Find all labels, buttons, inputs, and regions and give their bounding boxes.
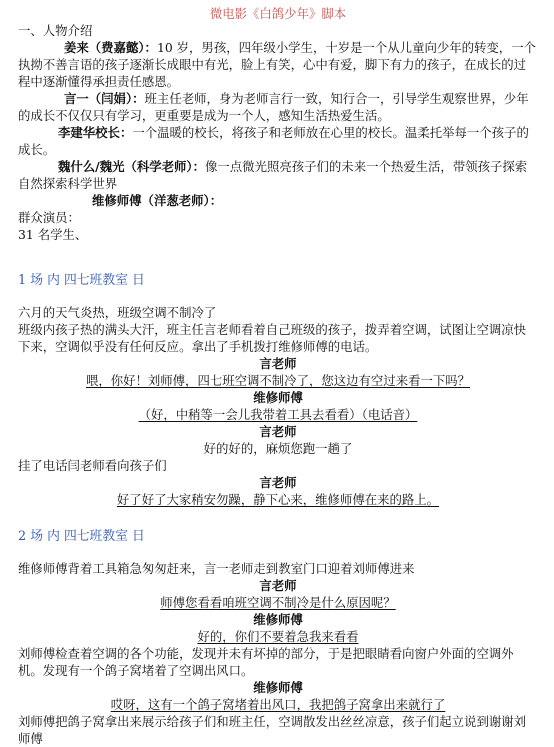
action-line: 六月的天气炎热，班级空调不制冷了 bbox=[18, 305, 217, 320]
character-entry bbox=[18, 124, 538, 158]
character-entry bbox=[18, 39, 538, 90]
character-desc: 班主任老师，身为老师言行一致，知行合一，引导学生观察世界，少年的成长不仅仅只有学习，更重要是成为一个人，感知生活热爱生活。 bbox=[18, 91, 529, 123]
character-desc: 像一点微光照亮孩子们的未来一个热爱生活，带领孩子探索自然探索科学世界 bbox=[18, 159, 528, 191]
dialogue-line: 哎呀，这有一个鸽子窝堵着出风口，我把鸽子窝拿出来就行了 bbox=[110, 697, 446, 712]
character-name: 魏什么/魏光（科学老师）： bbox=[58, 159, 206, 174]
dialogue-line: 好的好的，麻烦您跑一趟了 bbox=[203, 441, 353, 456]
section-heading-characters: 一、人物介绍 bbox=[18, 23, 93, 38]
character-entry bbox=[18, 158, 538, 192]
character-name: 姜来（费嘉懿）： bbox=[64, 40, 157, 55]
action-line: 挂了电话闫老师看向孩子们 bbox=[18, 458, 167, 473]
dialogue-line: 喂，你好！刘师傅，四七班空调不制冷了，您这边有空过来看一下吗？ bbox=[85, 373, 471, 388]
crowd-label: 群众演员： bbox=[18, 210, 80, 225]
character-name: 李建华校长： bbox=[58, 125, 133, 140]
dialogue-speaker: 维修师傅 bbox=[253, 612, 303, 627]
character-name: 言一（闫娟）： bbox=[64, 91, 145, 106]
crowd-value: 31 名学生、 bbox=[18, 227, 88, 242]
dialogue-speaker: 言老师 bbox=[259, 475, 297, 490]
character-entry bbox=[18, 192, 538, 209]
scene-heading: 2 场 内 四七班教室 日 bbox=[18, 529, 145, 544]
action-line: 维修师傅背着工具箱急匆匆赶来，言一老师走到教室门口迎着刘师傅进来 bbox=[18, 561, 415, 576]
action-line: 刘师傅检查着空调的各个功能，发现并未有坏掉的部分，于是把眼睛看向窗户外面的空调外机。发现有一个鸽子窝堵着了空调出风口。 bbox=[18, 646, 514, 678]
dialogue-speaker: 维修师傅 bbox=[253, 390, 303, 405]
dialogue-speaker: 言老师 bbox=[259, 356, 297, 371]
action-line: 班级内孩子热的满头大汗，班主任言老师看着自己班级的孩子，拨弄着空调，试图让空调凉快下来，空调似乎没有任何反应。拿出了手机拨打维修师傅的电话。 bbox=[18, 322, 527, 354]
dialogue-speaker: 言老师 bbox=[259, 578, 297, 593]
dialogue-line: 好了好了大家稍安勿躁，静下心来，维修师傅在来的路上。 bbox=[116, 492, 440, 507]
dialogue-line: 师傅您看看咱班空调不制冷是什么原因呢？ bbox=[160, 595, 396, 610]
document-title: 微电影《白鸽少年》脚本 bbox=[209, 6, 347, 21]
character-entry bbox=[18, 90, 538, 124]
character-desc: 10 岁，男孩，四年级小学生，十岁是一个从儿童向少年的转变，一个执拗不善言语的孩子逐渐长成眼中有光，脸上有笑，心中有爱，脚下有力的孩子，在成长的过程中逐渐懂得承担责任感恩。 bbox=[18, 40, 536, 89]
dialogue-line: （好，中稍等一会儿我带着工具去看看）（电话音） bbox=[138, 407, 418, 422]
dialogue-speaker: 维修师傅 bbox=[253, 680, 303, 695]
dialogue-line: 好的，你们不要着急我来看看 bbox=[197, 629, 359, 644]
character-desc: 一个温暖的校长，将孩子和老师放在心里的校长。温柔托举每一个孩子的成长。 bbox=[18, 125, 529, 157]
scene-heading: 1 场 内 四七班教室 日 bbox=[18, 273, 145, 288]
dialogue-speaker: 言老师 bbox=[259, 424, 297, 439]
action-line: 刘师傅把鸽子窝拿出来展示给孩子们和班主任，空调散发出丝丝凉意，孩子们起立说到谢谢刘师傅 bbox=[18, 714, 527, 746]
character-name: 维修师傅（洋葱老师）： bbox=[92, 193, 223, 208]
